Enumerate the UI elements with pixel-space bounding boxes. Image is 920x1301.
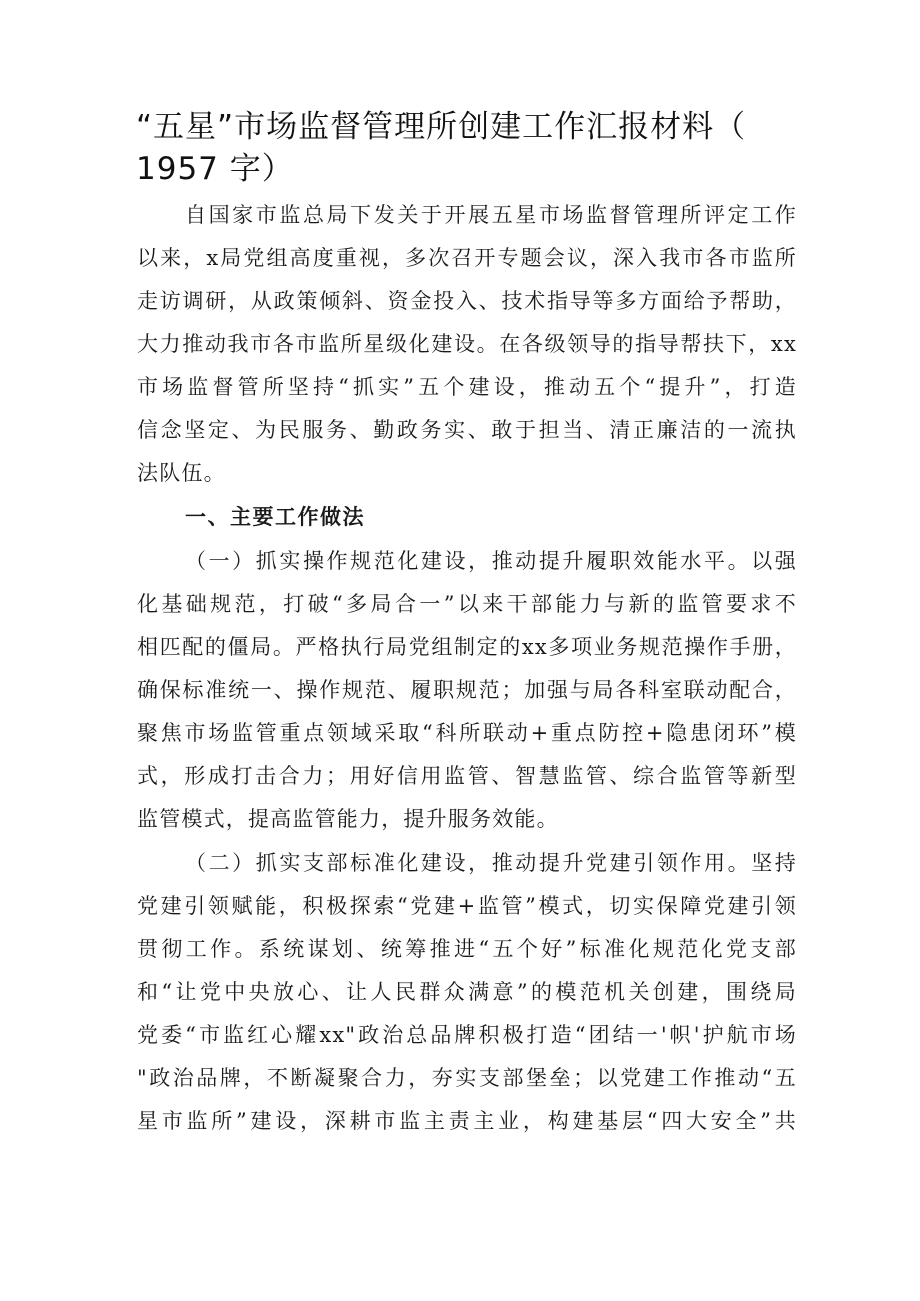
para1-line-3: 相匹配的僵局。严格执行局党组制定的xx多项业务规范操作手册， — [137, 635, 797, 659]
intro-line-1: 自国家市监总局下发关于开展五星市场监督管理所评定工作 — [185, 203, 797, 227]
para1-line-7: 监管模式，提高监管能力，提升服务效能。 — [137, 807, 559, 831]
document-title — [136, 106, 816, 190]
intro-line-7: 法队伍。 — [137, 461, 226, 485]
para1-line-2: 化基础规范，打破“多局合一”以来干部能力与新的监管要求不 — [137, 592, 797, 616]
title-line-2: 1957 字） — [136, 151, 294, 187]
para2-line-4: 和“让党中央放心、让人民群众满意”的模范机关创建，围绕局 — [137, 980, 797, 1004]
para2-line-5: 党委“市监红心耀xx"政治总品牌积极打造“团结一'帜'护航市场 — [137, 1023, 797, 1047]
para2-line-1: （二）抓实支部标准化建设，推动提升党建引领作用。坚持 — [185, 851, 797, 875]
para2-line-6: "政治品牌，不断凝聚合力，夯实支部堡垒；以党建工作推动“五 — [137, 1066, 797, 1090]
para2-line-3: 贯彻工作。系统谋划、统筹推进“五个好”标准化规范化党支部 — [137, 937, 797, 961]
para1-line-4: 确保标准统一、操作规范、履职规范；加强与局各科室联动配合， — [137, 678, 797, 702]
intro-line-4: 大力推动我市各市监所星级化建设。在各级领导的指导帮扶下，xx — [137, 332, 797, 356]
intro-line-6: 信念坚定、为民服务、勤政务实、敢于担当、清正廉洁的一流执 — [137, 418, 797, 442]
para1-line-6: 式，形成打击合力；用好信用监管、智慧监管、综合监管等新型 — [137, 764, 797, 788]
para2-line-7: 星市监所”建设，深耕市监主责主业，构建基层“四大安全”共 — [137, 1109, 797, 1133]
intro-line-2: 以来，x局党组高度重视，多次召开专题会议，深入我市各市监所 — [137, 246, 797, 270]
intro-line-5: 市场监督管所坚持“抓实”五个建设，推动五个“提升”，打造 — [137, 375, 797, 399]
intro-line-3: 走访调研，从政策倾斜、资金投入、技术指导等多方面给予帮助， — [137, 289, 797, 313]
section-heading: 一、主要工作做法 — [185, 505, 365, 529]
title-line-1: “五星”市场监督管理所创建工作汇报材料（ — [136, 109, 747, 145]
para2-line-2: 党建引领赋能，积极探索“党建+监管”模式，切实保障党建引领 — [137, 894, 797, 918]
para1-line-5: 聚焦市场监管重点领域采取“科所联动+重点防控+隐患闭环”模 — [137, 721, 797, 745]
para1-line-1: （一）抓实操作规范化建设，推动提升履职效能水平。以强 — [185, 549, 797, 573]
